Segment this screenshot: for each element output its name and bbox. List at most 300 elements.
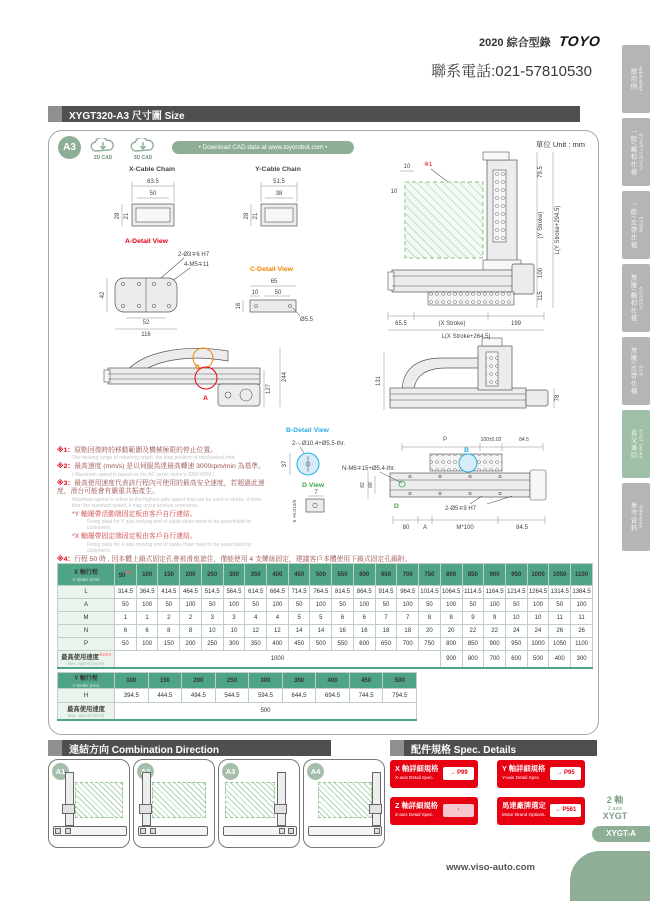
- spec-button-y-axis[interactable]: [497, 760, 585, 788]
- sidebar-tab-3[interactable]: [622, 191, 650, 259]
- table-cell: 700: [484, 651, 506, 668]
- table-cell: 14: [310, 625, 332, 638]
- table-cell: 694.5: [316, 689, 350, 703]
- catalog-header: [470, 33, 600, 50]
- table-cell: 300: [571, 651, 593, 668]
- footnote: ※1：原點回復時的移動範圍及機械極限的停止位置。 The moving range of returning origin, the stop position of mechanical limit.: [57, 447, 236, 462]
- sidebar-tab-label-zh: 無塵/螺桿仕樣: [629, 274, 637, 322]
- table-cell: 200: [180, 564, 202, 586]
- dim-label: 21: [124, 212, 130, 220]
- sidebar-tab-label-zh: 一般/皮帶仕樣: [629, 201, 637, 249]
- sidebar-tab-2[interactable]: [622, 118, 650, 186]
- table-cell: 500: [527, 651, 549, 668]
- table-cell: 300: [223, 564, 245, 586]
- table-cell: 26: [571, 625, 593, 638]
- table-cell: 6: [115, 625, 137, 638]
- table-cell: 1: [115, 612, 137, 625]
- table-cell: 400: [316, 673, 350, 689]
- table-cell: 1100: [571, 564, 593, 586]
- callout-label: N-M6∓15+Ø5.4-thr.: [342, 466, 396, 472]
- y-slider: [369, 804, 382, 814]
- dim-label: 50: [274, 290, 282, 296]
- table-cell: 514.5: [201, 586, 223, 599]
- table-cell: 3: [223, 612, 245, 625]
- unit-label: 單位 Unit : mm: [535, 140, 585, 149]
- table-cell: 1000: [527, 638, 549, 651]
- sidebar-tab-label-en: ETB/M: [638, 217, 644, 233]
- spec-page-ref: → P99: [443, 767, 474, 780]
- corner-decoration: [570, 851, 650, 901]
- table-cell: 100: [180, 599, 202, 612]
- table-cell: 18: [375, 625, 397, 638]
- spec-title: 配件規格 Spec. Details: [411, 744, 517, 756]
- table-cell: 414.5: [158, 586, 180, 599]
- x-stroke-table: [57, 563, 593, 669]
- table-cell: L: [58, 586, 115, 599]
- sidebar-tab-label-zh: 直交連結: [629, 429, 637, 459]
- sidebar-tab-label-en: Application: [638, 66, 644, 92]
- table-cell: 50: [245, 599, 267, 612]
- y-slider: [62, 804, 75, 814]
- table-cell: 14: [288, 625, 310, 638]
- dim-label: 84.5: [516, 525, 528, 531]
- dim-label: L(Y Stroke+294.5): [555, 205, 561, 255]
- dim-label: 63.5: [147, 179, 159, 185]
- sidebar-tab-label-en: GCH/ECH: [638, 286, 644, 310]
- dim-label: 65: [270, 279, 278, 285]
- table-cell: 1114.5: [462, 586, 484, 599]
- table-cell: 794.5: [383, 689, 417, 703]
- spec-title-bar: [390, 740, 597, 756]
- table-cell: 3: [201, 612, 223, 625]
- callout-label: 2-Ø5∓9 H7: [445, 506, 477, 512]
- footnote: ※4：行程 50 時 , 因本體上鎖式固定孔會被滑座遮住，僅能使用 4 支螺絲固定，建議客戶本體使用下鎖式固定孔鎖附。: [57, 555, 412, 563]
- dim-label: 5 +0.012/0: [293, 499, 298, 523]
- website-url: www.viso-auto.com: [446, 862, 535, 873]
- page-title-bar: [48, 106, 580, 122]
- table-cell: 350: [245, 564, 267, 586]
- detail-ref-a: A: [203, 395, 208, 402]
- callout-label: 2-⌵Ø10.4+Ø5.5-thr.: [292, 441, 346, 447]
- sidebar-tab-7[interactable]: [622, 483, 650, 551]
- table-cell: 50$^{※4}$: [115, 564, 137, 586]
- motor-block: [65, 828, 71, 834]
- table-cell: 650: [375, 564, 397, 586]
- table-cell: 364.5: [136, 586, 158, 599]
- y-chain-title: Y-Cable Chain: [255, 166, 301, 173]
- table-cell: 5: [288, 612, 310, 625]
- combination-card-a4: [303, 759, 385, 848]
- table-cell: 200: [180, 638, 202, 651]
- detail-ref-d: D: [394, 503, 399, 510]
- callout-label: 2-Ø3∓6 H7: [178, 252, 210, 258]
- dim-label: 199: [510, 321, 522, 327]
- spec-label-en: Motor Brand Options.: [502, 812, 546, 817]
- page-title: XYGT320-A3 尺寸圖 Size: [69, 110, 185, 122]
- dim-label: 37: [282, 460, 288, 468]
- dim-label: 10: [251, 290, 259, 296]
- dim-label: 131: [376, 375, 382, 387]
- table-cell: 950: [505, 638, 527, 651]
- sidebar-tab-label-en: XYGT Series: [638, 429, 644, 459]
- table-cell: 394.5: [115, 689, 149, 703]
- table-cell: 400: [549, 651, 571, 668]
- dim-label: 7: [314, 490, 318, 496]
- x-axis-bar: [138, 826, 208, 836]
- table-cell: 8: [440, 612, 462, 625]
- table-cell: 450: [288, 638, 310, 651]
- table-cell: 6: [353, 612, 375, 625]
- table-cell: 964.5: [397, 586, 419, 599]
- table-cell: 1100: [571, 638, 593, 651]
- spec-label-en: Z-axis Detail Spec.: [395, 812, 434, 817]
- dim-label: 116: [141, 332, 151, 338]
- dim-label: 115: [538, 291, 544, 301]
- table-cell: 50: [419, 599, 441, 612]
- table-cell: 1050: [549, 564, 571, 586]
- spec-label-en: Y-axis Detail Spec.: [502, 775, 541, 780]
- spec-page-ref: -: [443, 804, 474, 817]
- y-slider: [274, 804, 287, 814]
- table-cell: 900: [484, 564, 506, 586]
- dim-label: 16: [236, 302, 242, 310]
- table-cell: 250: [201, 564, 223, 586]
- table-cell: 400: [267, 564, 289, 586]
- x-chain-title: X-Cable Chain: [128, 166, 176, 173]
- table-cell: 644.5: [282, 689, 316, 703]
- table-cell: P: [58, 638, 115, 651]
- table-cell: 11: [549, 612, 571, 625]
- table-cell: 26: [549, 625, 571, 638]
- sidebar-tab-label-zh: 一般/螺桿仕樣: [629, 128, 637, 176]
- table-cell: A: [58, 599, 115, 612]
- table-cell: 18: [397, 625, 419, 638]
- table-cell: 400: [267, 638, 289, 651]
- table-cell: 950: [505, 564, 527, 586]
- spec-button-motor-brand[interactable]: [497, 797, 585, 825]
- dim-label: 52: [142, 320, 150, 326]
- table-cell: 800: [462, 651, 484, 668]
- table-cell: 494.5: [182, 689, 216, 703]
- table-cell: 100: [397, 599, 419, 612]
- table-cell: 50: [375, 599, 397, 612]
- dim-label: 28: [115, 212, 121, 220]
- table-cell: 1: [136, 612, 158, 625]
- table-cell: 4: [267, 612, 289, 625]
- dim-label: 68: [368, 482, 374, 488]
- table-cell: 300: [223, 638, 245, 651]
- table-cell: 350: [282, 673, 316, 689]
- table-cell: Y 軸行程 Y Stroke (mm): [58, 673, 115, 689]
- table-cell: 7: [397, 612, 419, 625]
- table-cell: 8: [180, 625, 202, 638]
- table-cell: 714.5: [288, 586, 310, 599]
- sidebar-tab-1[interactable]: [622, 45, 650, 113]
- table-cell: 100: [310, 599, 332, 612]
- table-cell: 10: [505, 612, 527, 625]
- cad-2d-label: 2D CAD: [93, 155, 113, 161]
- sidebar-tab-label-en: Reference: [638, 505, 644, 529]
- table-cell: 20: [419, 625, 441, 638]
- table-cell: 10: [223, 625, 245, 638]
- note-ref: ※1: [424, 162, 433, 168]
- footnote: *X 軸履帶固定端固定板由客戶自行連結。 Fixing plate for X axis moving end of cable chain need to be assembled by customers.: [72, 533, 252, 554]
- motor-block: [288, 828, 294, 834]
- dim-label: (X Stroke): [438, 321, 466, 327]
- sidebar-tab-label-zh: 參考資料: [629, 502, 637, 532]
- table-cell: 900: [484, 638, 506, 651]
- table-cell: 614.5: [245, 586, 267, 599]
- table-cell: 100: [267, 599, 289, 612]
- cad-3d-label: 3D CAD: [133, 155, 153, 161]
- sidebar-tab-label-en: ECB: [638, 365, 644, 377]
- model-tab: XYGT-A: [592, 826, 650, 842]
- table-cell: 2: [180, 612, 202, 625]
- table-cell: 100: [223, 599, 245, 612]
- table-cell: 550: [332, 638, 354, 651]
- contact-phone: 聯系電話:021-57810530: [431, 63, 592, 80]
- table-cell: 1214.5: [505, 586, 527, 599]
- table-cell: 700: [397, 564, 419, 586]
- table-cell: 50: [462, 599, 484, 612]
- motor-block: [374, 828, 380, 834]
- table-cell: 12: [245, 625, 267, 638]
- table-cell: 650: [375, 638, 397, 651]
- table-cell: 200: [182, 673, 216, 689]
- table-cell: 550: [332, 564, 354, 586]
- dim-label: M*100: [456, 525, 474, 531]
- card-badge: A3: [222, 763, 239, 780]
- dim-label: 21: [253, 212, 259, 220]
- table-cell: 600: [505, 651, 527, 668]
- brand-logo: TOYO: [557, 33, 601, 49]
- work-area-hatch: [225, 782, 275, 818]
- table-cell: 100: [484, 599, 506, 612]
- work-area-hatch: [318, 782, 372, 818]
- dim-label: 10: [390, 189, 398, 195]
- table-cell: 250: [215, 673, 249, 689]
- dim-label: 100±0.02: [480, 437, 502, 443]
- spec-label-zh: X 軸詳細規格: [395, 764, 439, 773]
- dim-label: 10: [403, 164, 411, 170]
- table-cell: 24: [505, 625, 527, 638]
- sidebar-tab-6[interactable]: [622, 410, 650, 478]
- table-cell: 500: [310, 638, 332, 651]
- table-cell: 1364.5: [571, 586, 593, 599]
- table-cell: 664.5: [267, 586, 289, 599]
- spec-page-ref: → P95: [550, 767, 581, 780]
- table-cell: 16: [353, 625, 375, 638]
- table-cell: 50: [115, 638, 137, 651]
- motor-block: [55, 828, 61, 834]
- table-cell: 50: [158, 599, 180, 612]
- table-cell: 9: [462, 612, 484, 625]
- table-cell: 20: [440, 625, 462, 638]
- table-cell: 1064.5: [440, 586, 462, 599]
- sidebar-tab-label-zh: 應用例: [629, 67, 637, 91]
- table-cell: 1014.5: [419, 586, 441, 599]
- table-cell: 750: [419, 638, 441, 651]
- table-cell: 50: [549, 599, 571, 612]
- spec-page-ref: → P561: [550, 804, 581, 817]
- a3-badge: A3: [58, 136, 81, 159]
- dim-label: 127: [266, 383, 272, 395]
- title-bar-square: [390, 740, 404, 756]
- detail-ref-b: B: [464, 447, 469, 454]
- table-cell: 6: [136, 625, 158, 638]
- dim-label: (Y Stroke): [538, 211, 544, 239]
- table-cell: 800: [440, 564, 462, 586]
- table-cell: 6: [332, 612, 354, 625]
- table-cell: 250: [201, 638, 223, 651]
- spec-label-zh: 馬達廠牌選定: [502, 801, 546, 810]
- table-cell: 764.5: [310, 586, 332, 599]
- table-cell: 8: [419, 612, 441, 625]
- series-name: XYGT: [602, 810, 628, 821]
- a-detail-title: A-Detail View: [125, 238, 168, 245]
- table-cell: 864.5: [353, 586, 375, 599]
- y-slider: [139, 804, 152, 814]
- dim-label: 79.5: [538, 166, 544, 178]
- table-cell: 50: [201, 599, 223, 612]
- dim-label: 84.5: [519, 437, 529, 443]
- table-cell: 444.5: [148, 689, 182, 703]
- callout-label: 4-M5∓11: [184, 262, 209, 268]
- cad-download-link[interactable]: • Download CAD data at www.toyorobot.com •: [172, 141, 354, 154]
- axis-count-zh: 2 軸: [606, 795, 624, 805]
- sidebar-tab-4[interactable]: [622, 264, 650, 332]
- table-cell: 50: [332, 599, 354, 612]
- table-cell: 500: [115, 703, 417, 720]
- dim-label: 50: [149, 191, 157, 197]
- work-area-hatch: [75, 782, 123, 818]
- combination-card-a2: [133, 759, 215, 848]
- table-cell: 600: [353, 638, 375, 651]
- dim-label: L(X Stroke+264.5): [441, 334, 491, 340]
- title-bar-square: [48, 106, 62, 122]
- y-axis-bar: [142, 772, 151, 826]
- table-cell: 594.5: [249, 689, 283, 703]
- card-badge: A4: [307, 763, 324, 780]
- table-cell: 2: [158, 612, 180, 625]
- table-cell: 1314.5: [549, 586, 571, 599]
- table-cell: 850: [462, 638, 484, 651]
- table-cell: 1000: [115, 651, 441, 668]
- catalog-year: 2020 綜合型錄: [479, 37, 551, 49]
- table-cell: 24: [527, 625, 549, 638]
- table-cell: 12: [267, 625, 289, 638]
- axis-count-en: 2 axis: [607, 805, 623, 812]
- dim-label: A: [422, 525, 428, 531]
- table-cell: N: [58, 625, 115, 638]
- table-cell: 450: [288, 564, 310, 586]
- table-cell: 最高使用速度 Max. Speed (mm/s): [58, 703, 115, 720]
- table-cell: 50: [115, 599, 137, 612]
- table-cell: 10: [201, 625, 223, 638]
- motor-block: [140, 828, 146, 834]
- table-cell: 450: [349, 673, 383, 689]
- table-cell: M: [58, 612, 115, 625]
- table-cell: 314.5: [115, 586, 137, 599]
- sidebar-tab-label-zh: 無塵/皮帶仕樣: [629, 347, 637, 395]
- spec-button-x-axis[interactable]: [390, 760, 478, 788]
- table-cell: 最高使用速度$^{※2※3}$ Max. Speed (mm/s): [58, 651, 115, 668]
- dim-label: P: [442, 437, 448, 443]
- card-badge: A1: [52, 763, 69, 780]
- table-cell: 700: [397, 638, 419, 651]
- table-cell: 150: [148, 673, 182, 689]
- dim-label: 65.5: [395, 321, 407, 327]
- dim-label: 80: [402, 525, 410, 531]
- combination-card-a3: [218, 759, 300, 848]
- detail-ref-c: C: [195, 364, 200, 371]
- table-cell: 50: [505, 599, 527, 612]
- series-tag: [593, 796, 637, 822]
- table-cell: H: [58, 689, 115, 703]
- combination-title: 連結方向 Combination Direction: [69, 744, 219, 756]
- table-cell: X 軸行程 X Stroke (mm): [58, 564, 115, 586]
- dim-label: 28: [244, 212, 250, 220]
- table-cell: 1050: [549, 638, 571, 651]
- dim-label: 100: [538, 267, 544, 279]
- dim-label: Ø5.5: [300, 317, 314, 323]
- table-cell: 814.5: [332, 586, 354, 599]
- table-cell: 5: [310, 612, 332, 625]
- table-cell: 100: [571, 599, 593, 612]
- combination-card-a1: [48, 759, 130, 848]
- table-cell: 150: [158, 564, 180, 586]
- dim-label: 82: [360, 482, 366, 488]
- y-axis-bar: [65, 772, 74, 826]
- dim-label: 51.5: [273, 179, 285, 185]
- table-cell: 500: [383, 673, 417, 689]
- table-cell: 100: [527, 599, 549, 612]
- sidebar-tab-5[interactable]: [622, 337, 650, 405]
- table-cell: 544.5: [215, 689, 249, 703]
- table-cell: 7: [375, 612, 397, 625]
- table-cell: 50: [288, 599, 310, 612]
- y-stroke-table: [57, 672, 417, 721]
- table-cell: 100: [440, 599, 462, 612]
- table-cell: 10: [527, 612, 549, 625]
- table-cell: 600: [353, 564, 375, 586]
- sidebar-tab-label-en: GTH/GTY/ETH/Y: [638, 132, 644, 172]
- table-cell: 100: [136, 599, 158, 612]
- spec-label-en: X-axis Detail Spec.: [395, 775, 434, 780]
- motor-block: [150, 828, 156, 834]
- spec-button-z-axis[interactable]: [390, 797, 478, 825]
- table-cell: 914.5: [375, 586, 397, 599]
- table-cell: 22: [462, 625, 484, 638]
- table-cell: 1164.5: [484, 586, 506, 599]
- c-detail-title: C-Detail View: [250, 266, 293, 273]
- table-cell: 800: [440, 638, 462, 651]
- y-axis-bar: [277, 772, 286, 826]
- table-cell: 100: [136, 564, 158, 586]
- table-cell: 100: [136, 638, 158, 651]
- title-bar-square: [48, 740, 62, 756]
- dim-label: 38: [275, 191, 283, 197]
- table-cell: 900: [440, 651, 462, 668]
- y-axis-bar: [372, 772, 381, 826]
- work-area-hatch: [152, 782, 206, 818]
- table-cell: 150: [158, 638, 180, 651]
- table-cell: 100: [353, 599, 375, 612]
- d-view-title: D View: [302, 482, 325, 489]
- table-cell: 16: [332, 625, 354, 638]
- table-cell: 564.5: [223, 586, 245, 599]
- table-cell: 8: [158, 625, 180, 638]
